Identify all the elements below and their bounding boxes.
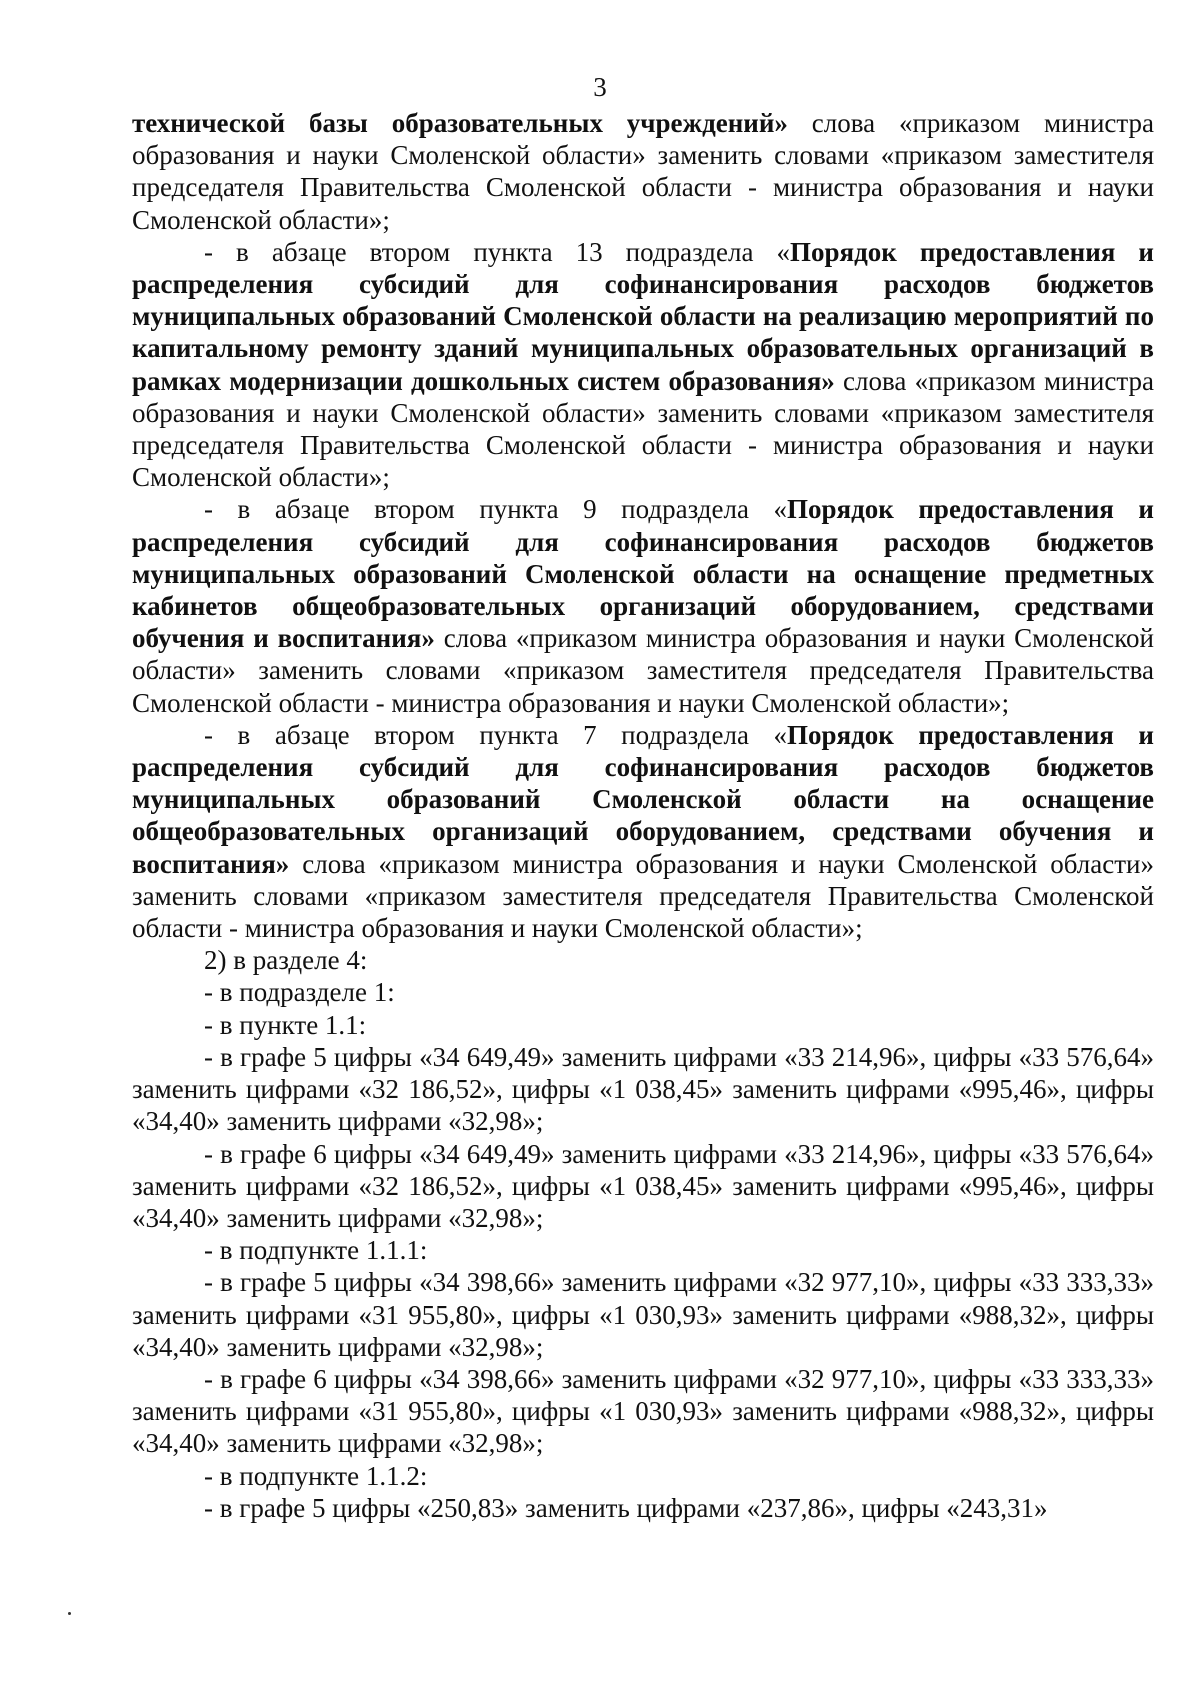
paragraph-3 (132, 493, 1154, 718)
paragraph-6 (132, 976, 1154, 1008)
bold-text-run: Порядок предоставления и распределения субсидий для софинансирования расходов бюджетов муниципальных образований Смоленской области на оснащение общеобразовательных организаций оборудованием, средствами обучения и воспитания» (132, 719, 1154, 879)
bold-text-run: Порядок предоставления и распределения субсидий для софинансирования расходов бюджетов муниципальных образований Смоленской области на оснащение предметных кабинетов общеобразовательных организаций оборудованием, средствами обучения и воспитания» (132, 494, 1154, 654)
text-run: - в подпункте 1.1.1: (204, 1235, 428, 1266)
text-run: слова «приказом министра образования и науки Смоленской области» заменить словами «приказом заместителя председателя Правительства Смоленской области - министра образования и науки Смоленской области»; (132, 848, 1154, 944)
paragraph-1 (132, 107, 1154, 236)
text-run: - в графе 5 цифры «250,83» заменить цифрами «237,86», цифры «243,31» (204, 1492, 1048, 1523)
text-run: - в абзаце втором пункта 7 подраздела « (204, 719, 787, 750)
paragraph-10 (132, 1234, 1154, 1266)
text-run: - в абзаце втором пункта 9 подраздела « (204, 494, 787, 525)
paragraph-11 (132, 1266, 1154, 1363)
text-run: - в графе 5 цифры «34 398,66» заменить цифрами «32 977,10», цифры «33 333,33» заменить цифрами «31 955,80», цифры «1 030,93» заменить цифрами «988,32», цифры «34,40» заменить цифрами «32,98»; (132, 1267, 1154, 1362)
text-run: слова «приказом министра образования и науки Смоленской области» заменить словами «приказом заместителя председателя Правительства Смоленской области - министра образования и науки Смоленской области»; (132, 108, 1154, 235)
text-run: - в графе 6 цифры «34 649,49» заменить цифрами «33 214,96», цифры «33 576,64» заменить цифрами «32 186,52», цифры «1 038,45» заменить цифрами «995,46», цифры «34,40» заменить цифрами «32,98»; (132, 1138, 1154, 1233)
paragraph-12 (132, 1363, 1154, 1460)
bold-text-run: Порядок предоставления и распределения субсидий для софинансирования расходов бюджетов муниципальных образований Смоленской области на реализацию мероприятий по капитальному ремонту зданий муниципальных образовательных организаций в рамках модернизации дошкольных систем образования» (132, 236, 1154, 396)
text-run: слова «приказом министра образования и науки Смоленской области» заменить словами «приказом заместителя председателя Правительства Смоленской области - министра образования и науки Смоленской области»; (132, 365, 1154, 493)
paragraph-4 (132, 719, 1154, 944)
paragraph-5 (132, 944, 1154, 976)
scan-speck (68, 1612, 71, 1615)
paragraph-14 (132, 1492, 1154, 1524)
paragraph-8 (132, 1041, 1154, 1138)
text-run: 2) в разделе 4: (204, 945, 368, 976)
text-run: - в графе 6 цифры «34 398,66» заменить цифрами «32 977,10», цифры «33 333,33» заменить цифрами «31 955,80», цифры «1 030,93» заменить цифрами «988,32», цифры «34,40» заменить цифрами «32,98»; (132, 1363, 1154, 1459)
text-run: слова «приказом министра образования и науки Смоленской области» заменить словами «приказом заместителя председателя Правительства Смоленской области - министра образования и науки Смоленской области»; (132, 623, 1154, 718)
bold-text-run: технической базы образовательных учреждений» (132, 108, 788, 138)
page-number: 3 (593, 72, 607, 102)
paragraph-7 (132, 1009, 1154, 1041)
paragraph-2 (132, 236, 1154, 494)
text-run: - в подразделе 1: (204, 977, 395, 1008)
paragraph-13 (132, 1460, 1154, 1492)
text-run: - в абзаце втором пункта 13 подраздела « (204, 236, 790, 267)
text-run: - в подпункте 1.1.2: (204, 1460, 428, 1491)
text-run: - в графе 5 цифры «34 649,49» заменить цифрами «33 214,96», цифры «33 576,64» заменить цифрами «32 186,52», цифры «1 038,45» заменить цифрами «995,46», цифры «34,40» заменить цифрами «32,98»; (132, 1041, 1154, 1137)
paragraph-9 (132, 1138, 1154, 1235)
document-body (132, 107, 1154, 1524)
text-run: - в пункте 1.1: (204, 1009, 367, 1040)
